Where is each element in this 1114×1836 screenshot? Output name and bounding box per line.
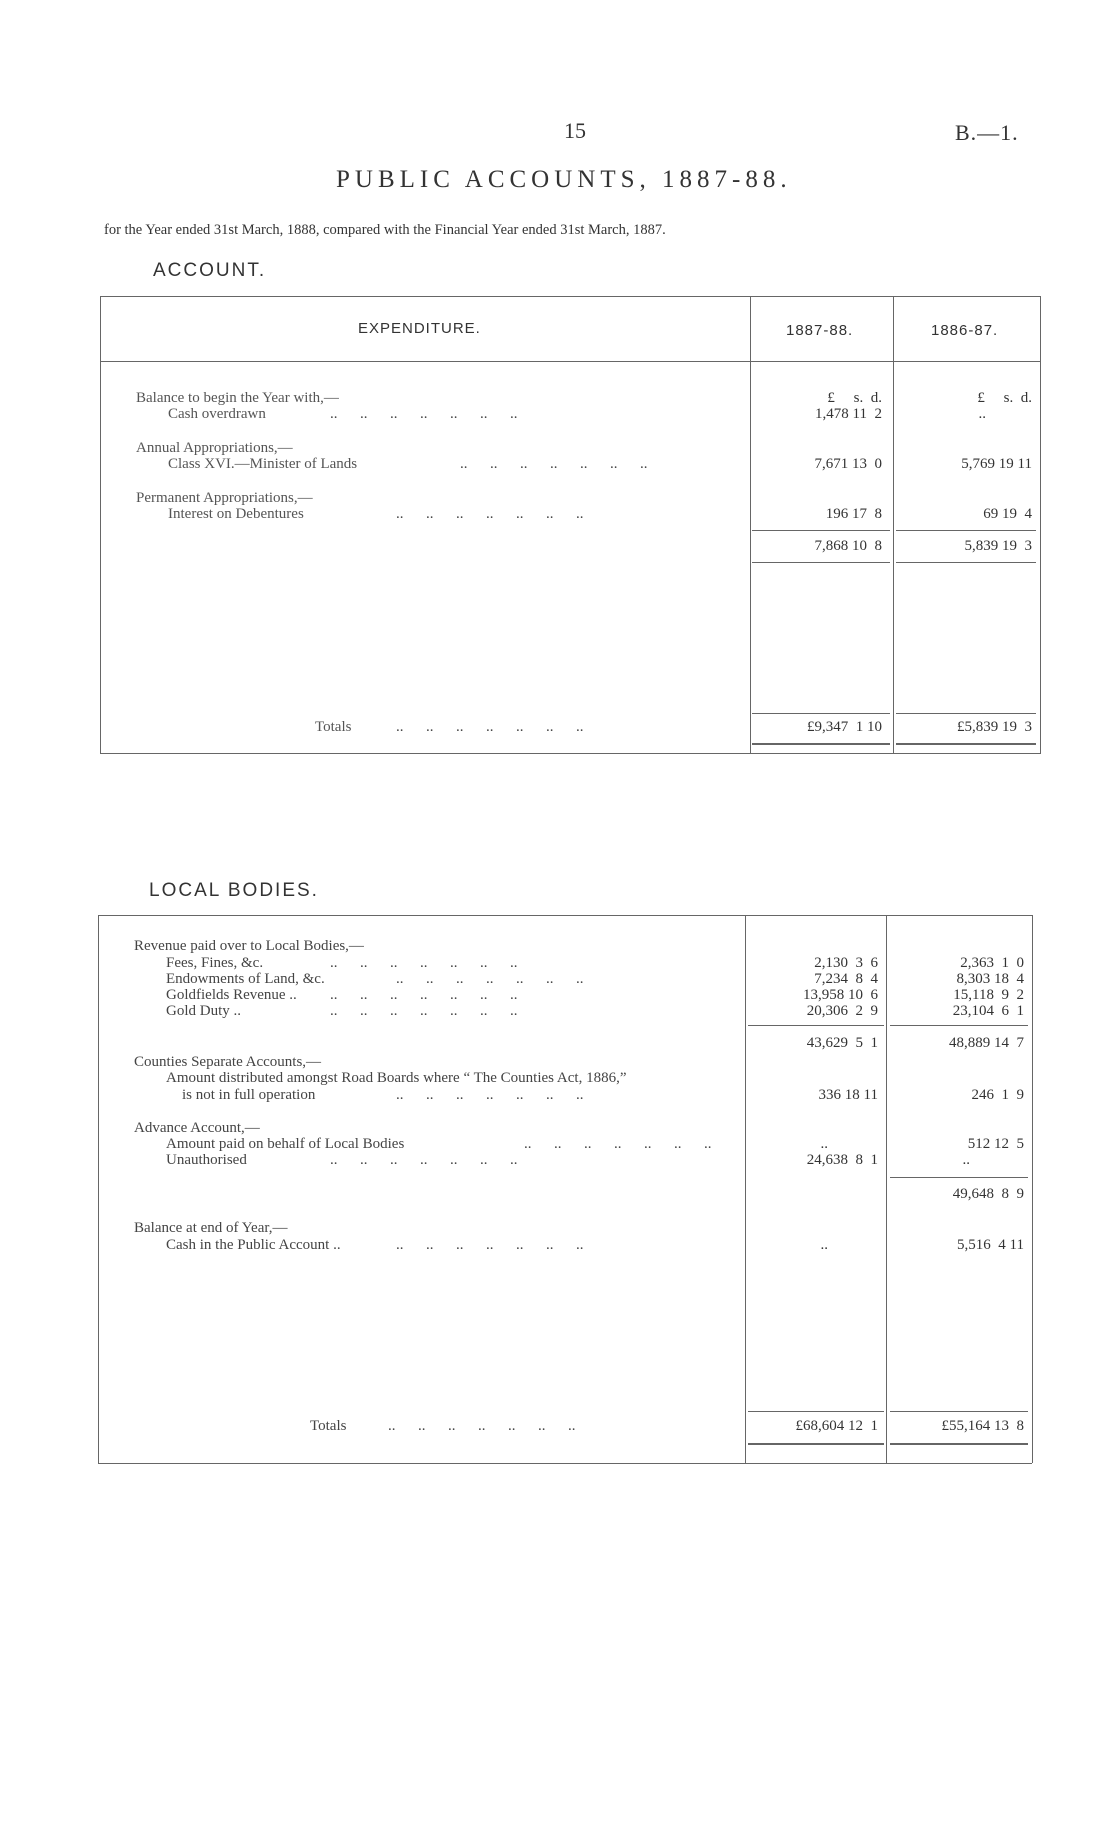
totals-label: Totals [310,1418,347,1434]
page-number: 15 [564,118,586,143]
row-label: Class XVI.—Minister of Lands [168,456,358,472]
unit-label-1886: £ s. d. [977,390,1032,406]
leader-dots: .. .. .. .. .. .. .. [330,1003,518,1019]
row-label: is not in full operation [182,1087,316,1103]
document-reference: B.—1. [955,120,1019,145]
subtotal-1886: 49,648 8 9 [952,1186,1024,1202]
leader-dots: .. .. .. .. .. .. .. [396,506,584,522]
value-1886: 15,118 9 2 [953,987,1024,1003]
value-1887: 2,130 3 6 [814,955,878,971]
value-1886: 246 1 9 [971,1087,1024,1103]
value-1887: 7,671 13 0 [814,456,882,472]
value-1886: 2,363 1 0 [960,955,1024,971]
row-label: Goldfields Revenue .. [166,987,297,1003]
value-1886: .. [962,1152,970,1168]
total-1886: £55,164 13 8 [941,1418,1024,1434]
value-1887: 196 17 8 [825,506,882,522]
leader-dots: .. .. .. .. .. .. .. [396,971,584,987]
value-1887: 20,306 2 9 [806,1003,878,1019]
value-1886: 23,104 6 1 [952,1003,1024,1019]
row-label: Balance at end of Year,— [134,1220,288,1236]
unit-label-1887: £ s. d. [827,390,882,406]
row-label: Balance to begin the Year with,— [136,390,339,406]
leader-dots: .. .. .. .. .. .. .. [396,1237,584,1253]
col-header-expenditure: EXPENDITURE. [358,320,481,337]
row-label: Cash in the Public Account .. [166,1237,341,1253]
row-label: Amount paid on behalf of Local Bodies [166,1136,405,1152]
row-label: Fees, Fines, &c. [166,955,264,971]
value-1887: 336 18 11 [818,1087,878,1103]
row-label: Permanent Appropriations,— [136,490,313,506]
leader-dots: .. .. .. .. .. .. .. [330,987,518,1003]
value-1887: 7,234 8 4 [814,971,878,987]
value-1886: 8,303 18 4 [956,971,1024,987]
subtotal-1887: 43,629 5 1 [806,1035,878,1051]
value-1887: .. [820,1136,828,1152]
account-heading: ACCOUNT. [153,260,267,281]
row-label: Revenue paid over to Local Bodies,— [134,938,364,954]
row-label: Unauthorised [166,1152,247,1168]
subtotal-1886: 48,889 14 7 [949,1035,1024,1051]
total-1887: £9,347 1 10 [807,719,882,735]
row-label: Amount distributed amongst Road Boards where “ The Counties Act, 1886,” [166,1070,627,1086]
page-subtitle: for the Year ended 31st March, 1888, compared with the Financial Year ended 31st March, 1887. [104,222,666,238]
value-1887: 1,478 11 2 [815,406,882,422]
row-label: Interest on Debentures [168,506,304,522]
col-header-1886: 1886-87. [931,322,999,339]
value-1887: 24,638 8 1 [806,1152,878,1168]
row-label: Annual Appropriations,— [136,440,293,456]
value-1886: 512 12 5 [967,1136,1024,1152]
leader-dots: .. .. .. .. .. .. .. [330,955,518,971]
leader-dots: .. .. .. .. .. .. .. [330,1152,518,1168]
value-1887: 13,958 10 6 [803,987,878,1003]
subtotal-1886: 5,839 19 3 [964,538,1032,554]
col-header-1887: 1887-88. [786,322,854,339]
value-1886: 5,516 4 11 [957,1237,1024,1253]
leader-dots: .. .. .. .. .. .. .. [330,406,518,422]
value-1886: .. [978,406,986,422]
row-label: Endowments of Land, &c. [166,971,325,987]
value-1887: .. [820,1237,828,1253]
subtotal-1887: 7,868 10 8 [814,538,882,554]
page-title: PUBLIC ACCOUNTS, 1887-88. [336,166,792,193]
value-1886: 5,769 19 11 [961,456,1032,472]
leader-dots: .. .. .. .. .. .. .. [396,1087,584,1103]
row-label: Cash overdrawn [168,406,266,422]
leader-dots: .. .. .. .. .. .. .. [396,719,584,735]
local-bodies-heading: LOCAL BODIES. [149,880,319,901]
total-1887: £68,604 12 1 [795,1418,878,1434]
row-label: Counties Separate Accounts,— [134,1054,322,1070]
total-1886: £5,839 19 3 [957,719,1032,735]
leader-dots: .. .. .. .. .. .. .. [460,456,648,472]
totals-label: Totals [315,719,352,735]
row-label: Gold Duty .. [166,1003,241,1019]
leader-dots: .. .. .. .. .. .. .. [524,1136,712,1152]
value-1886: 69 19 4 [983,506,1032,522]
row-label: Advance Account,— [134,1120,260,1136]
leader-dots: .. .. .. .. .. .. .. [388,1418,576,1434]
